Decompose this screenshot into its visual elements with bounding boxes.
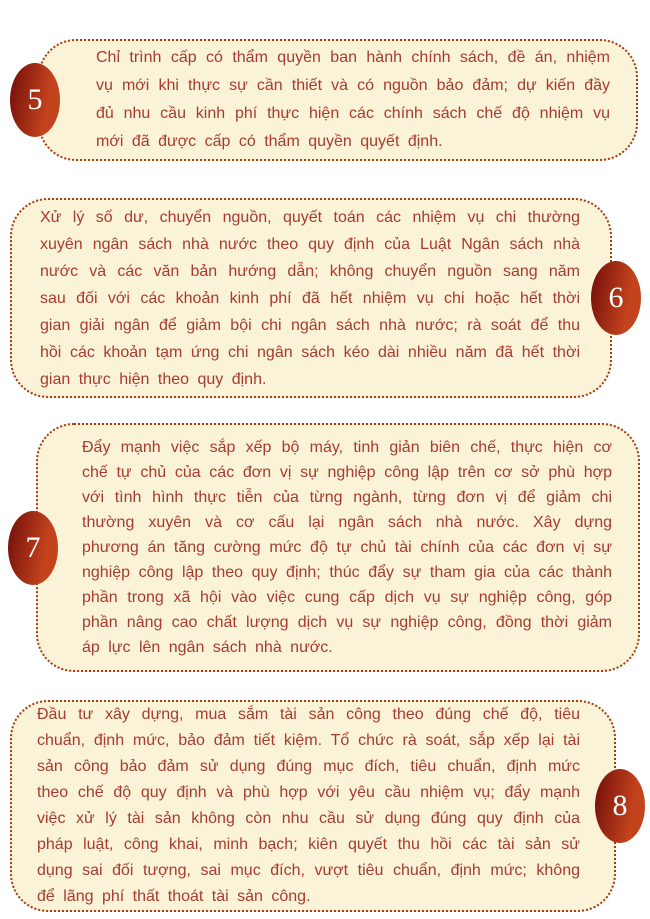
- item-number-badge-7: [8, 511, 58, 585]
- item-card-7: [25, 423, 640, 672]
- item-card-5: [27, 39, 638, 161]
- item-text-5: Chỉ trình cấp có thẩm quyền ban hành chính sách, đề án, nhiệm vụ mới khi thực sự cần thiết và có nguồn bảo đảm; dự kiến đầy đủ nhu cầu kinh phí thực hiện các chính sách chế độ nhiệm vụ mới đã được cấp có thẩm quyền quyết định.: [96, 49, 610, 150]
- badge-number: 6: [608, 281, 624, 314]
- item-number-badge-6: [591, 261, 641, 335]
- item-text-8: Đầu tư xây dựng, mua sắm tài sản công theo đúng chế độ, tiêu chuẩn, định mức, bảo đảm tiết kiệm. Tổ chức rà soát, sắp xếp lại tài sản công bảo đảm sử dụng đúng mục đích, tiêu chuẩn, định mức theo chế độ quy định và phù hợp với yêu cầu nhiệm vụ; đẩy mạnh việc xử lý tài sản không còn nhu cầu sử dụng đúng quy định của pháp luật, công khai, minh bạch; kiên quyết thu hồi các tài sản sử dụng sai đối tượng, sai mục đích, vượt tiêu chuẩn, định mức; không để lãng phí thất thoát tài sản công.: [37, 706, 580, 905]
- badge-number: 7: [25, 530, 41, 564]
- item-number-badge-8: [595, 769, 645, 843]
- item-text-6: Xử lý số dư, chuyển nguồn, quyết toán các nhiệm vụ chi thường xuyên ngân sách nhà nước theo quy định của Luật Ngân sách nhà nước và các văn bản hướng dẫn; không chuyển nguồn sang năm sau đối với các khoản kinh phí đã hết nhiệm vụ chi hoặc hết thời gian giải ngân để giảm bội chi ngân sách nhà nước; rà soát để thu hồi các khoản tạm ứng chi ngân sách kéo dài nhiều năm đã hết thời gian thực hiện theo quy định.: [40, 208, 580, 388]
- badge-number: 5: [27, 83, 43, 116]
- badge-number: 8: [612, 789, 628, 822]
- item-number-badge-5: [10, 63, 60, 137]
- item-card-6: [10, 198, 624, 398]
- item-text-7: Đẩy mạnh việc sắp xếp bộ máy, tinh giản biên chế, thực hiện cơ chế tự chủ của các đơn vị sự nghiệp công lập trên cơ sở phù hợp với tình hình thực tiễn của từng ngành, từng đơn vị để giảm chi thường xuyên và cơ cấu lại ngân sách nhà nước. Xây dựng phương án tăng cường mức độ tự chủ tài chính của các đơn vị sự nghiệp công lập theo quy định; thúc đẩy sự tham gia của các thành phần trong xã hội vào việc cung cấp dịch vụ sự nghiệp công, góp phần nâng cao chất lượng dịch vụ sự nghiệp công, đồng thời giảm áp lực lên ngân sách nhà nước.: [82, 439, 612, 656]
- item-card-8: [10, 700, 628, 912]
